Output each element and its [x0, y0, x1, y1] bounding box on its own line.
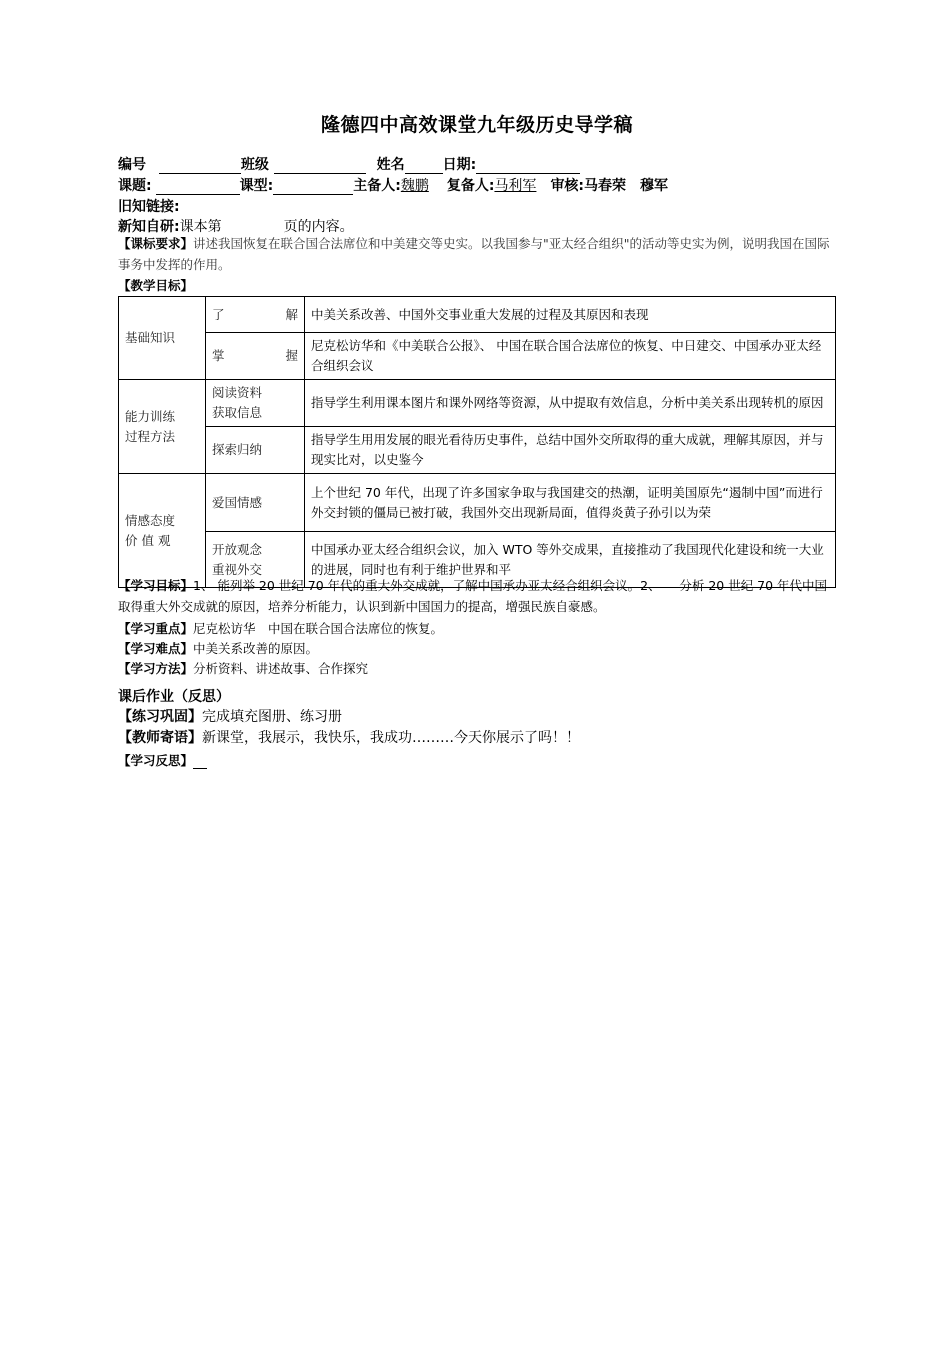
key-point-label: 【学习重点】: [118, 621, 194, 636]
label-riqi: 日期:: [442, 157, 477, 173]
requirement-text: 讲述我国恢复在联合国合法席位和中美建交等史实。以我国参与"亚太经合组织"的活动等史实为例，说明我国在国际事务中发挥的作用。: [118, 236, 830, 272]
blank-keti[interactable]: [156, 179, 240, 195]
category-emotion-values: 情感态度 价 值 观: [119, 474, 206, 588]
key-point-row: [118, 619, 443, 637]
reflection-label: 【学习反思】: [118, 753, 194, 768]
teaching-goals-table: [118, 296, 836, 588]
method-text: 分析资料、讲述故事、合作探究: [193, 661, 369, 676]
value-zhubeiren: 魏鹏: [400, 178, 429, 194]
label-kexing: 课型:: [239, 178, 274, 194]
practice-row: [118, 706, 342, 726]
teacher-message-text: 新课堂，我展示，我快乐，我成功………今天你展示了吗！！: [202, 730, 580, 746]
label-keti: 课题:: [118, 178, 152, 194]
document-title: 隆德四中高效课堂九年级历史导学稿: [320, 114, 633, 136]
label-xingming: 姓名: [376, 157, 405, 173]
table-row: [119, 297, 836, 333]
item-explore-summarize: 探索归纳: [206, 427, 305, 474]
goal-openness-text: 中国承办亚太经合组织会议，加入 WTO 等外交成果，直接推动了我国现代化建设和统一大业的进展，同时也有利于维护世界和平: [305, 532, 836, 588]
table-row: [119, 474, 836, 532]
difficult-point-row: [118, 639, 318, 657]
goal-explore-text: 指导学生用用发展的眼光看待历史事件，总结中国外交所取得的重大成就，理解其原因，并与现实比对，以史鉴今: [305, 427, 836, 474]
item-patriotism: 爱国情感: [206, 474, 305, 532]
header-row-1: [118, 154, 580, 174]
goal-patriotism-text: 上个世纪 70 年代，出现了许多国家争取与我国建交的热潮，证明美国原先“遏制中国”而进行外交封锁的僵局已被打破，我国外交出现新局面，值得炎黄子孙引以为荣: [305, 474, 836, 532]
reflection-blank[interactable]: [193, 755, 207, 769]
table-row: [119, 427, 836, 474]
practice-label: 【练习巩固】: [118, 709, 202, 725]
reflection-row: [118, 751, 207, 769]
objectives-label: 【学习目标】: [118, 578, 194, 593]
homework-title: 课后作业（反思）: [118, 689, 230, 705]
blank-xingming[interactable]: [405, 158, 443, 174]
difficult-point-label: 【学习难点】: [118, 641, 194, 656]
practice-text: 完成填充图册、练习册: [202, 709, 342, 725]
label-banji: 班级: [240, 157, 269, 173]
value-fubeiren: 马利军: [494, 178, 537, 194]
new-study-label: 新知自研:: [118, 219, 180, 235]
method-label: 【学习方法】: [118, 661, 194, 676]
objectives-text: 1、 能列举 20 世纪 70 年代的重大外交成就，了解中国承办亚太经合组织会议。2、 分析 20 世纪 70 年代中国取得重大外交成就的原因，培养分析能力，认识到新中国国力的提高，增强民族自豪感。: [118, 578, 828, 614]
learning-objectives: [118, 575, 836, 617]
goal-master-text: 尼克松访华和《中美联合公报》、 中国在联合国合法席位的恢复、中日建交、中国承办亚太经合组织会议: [305, 333, 836, 380]
curriculum-requirement: [118, 233, 836, 275]
label-bianhao: 编号: [118, 157, 146, 173]
category-ability-method: 能力训练 过程方法: [119, 380, 206, 474]
teaching-goals-label: 【教学目标】: [118, 278, 194, 293]
level-understand: 了 解: [206, 297, 305, 333]
teacher-message-row: [118, 727, 580, 747]
new-study-prefix: 课本第: [179, 219, 222, 235]
difficult-point-text: 中美关系改善的原因。: [193, 641, 319, 656]
new-study-suffix: 页的内容。: [283, 219, 354, 235]
goal-understand-text: 中美关系改善、中国外交事业重大发展的过程及其原因和表现: [305, 297, 836, 333]
label-zhubeiren: 主备人:: [353, 178, 401, 194]
item-read-materials: 阅读资料 获取信息: [206, 380, 305, 427]
goal-read-materials-text: 指导学生利用课本图片和课外网络等资源，从中提取有效信息，分析中美关系出现转机的原因: [305, 380, 836, 427]
label-fubeiren: 复备人:: [446, 178, 495, 194]
level-master: 掌 握: [206, 333, 305, 380]
blank-banji[interactable]: [274, 158, 366, 174]
method-row: [118, 659, 368, 677]
teacher-message-label: 【教师寄语】: [118, 730, 202, 746]
category-basic-knowledge: 基础知识: [119, 297, 206, 380]
label-shenhe: 审核:马春荣 穆军: [550, 178, 669, 194]
blank-bianhao[interactable]: [159, 158, 241, 174]
blank-riqi[interactable]: [476, 158, 580, 174]
header-row-2: [118, 175, 668, 195]
table-row: [119, 380, 836, 427]
key-point-text: 尼克松访华 中国在联合国合法席位的恢复。: [193, 621, 444, 636]
table-row: [119, 333, 836, 380]
blank-kexing[interactable]: [273, 179, 353, 195]
requirement-label: 【课标要求】: [118, 236, 194, 251]
old-knowledge-link: 旧知链接:: [118, 199, 180, 215]
item-openness: 开放观念 重视外交: [206, 532, 305, 588]
